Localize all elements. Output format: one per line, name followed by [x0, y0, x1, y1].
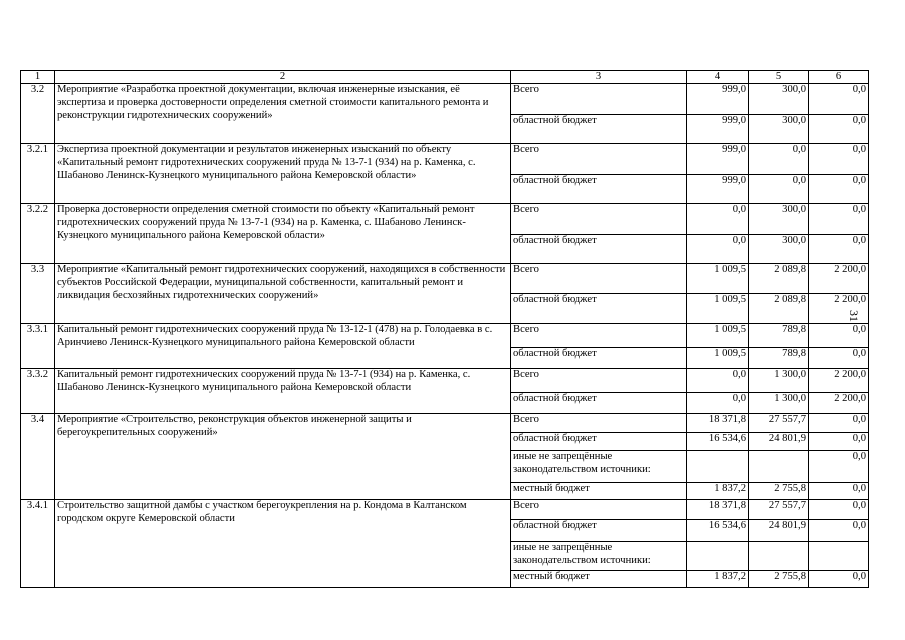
item-title: Мероприятие «Разработка проектной документации, включая инженерные изыскания, её экспертиза и проверка достоверности определения сметной стоимости капитального ремонта и реконструкции гидротехнических сооружений»: [55, 84, 511, 144]
value-col6: 2 200,0: [809, 294, 869, 324]
value-col5: 1 300,0: [749, 369, 809, 393]
funding-source: Всего: [511, 500, 687, 520]
value-col6: 0,0: [809, 520, 869, 542]
budget-table: [20, 70, 869, 588]
table-row: [21, 369, 869, 393]
funding-source: иные не запрещённые законодательством источники:: [511, 451, 687, 483]
value-col4: 16 534,6: [687, 520, 749, 542]
table-row: [21, 324, 869, 348]
value-col4: 1 009,5: [687, 324, 749, 348]
value-col5: 2 089,8: [749, 294, 809, 324]
value-col4: 999,0: [687, 115, 749, 144]
table-row: [21, 500, 869, 520]
value-col4: 999,0: [687, 175, 749, 204]
page-number: 31: [847, 310, 861, 322]
item-number: 3.3: [21, 264, 55, 324]
value-col6: 0,0: [809, 414, 869, 433]
funding-source: областной бюджет: [511, 520, 687, 542]
value-col6: 2 200,0: [809, 369, 869, 393]
funding-source: Всего: [511, 369, 687, 393]
value-col6: [809, 542, 869, 571]
item-number: 3.2.2: [21, 204, 55, 264]
item-number: 3.4: [21, 414, 55, 500]
value-col4: 1 009,5: [687, 264, 749, 294]
value-col6: 0,0: [809, 144, 869, 175]
value-col6: 0,0: [809, 483, 869, 500]
funding-source: местный бюджет: [511, 483, 687, 500]
value-col4: 999,0: [687, 144, 749, 175]
value-col4: [687, 451, 749, 483]
funding-source: Всего: [511, 414, 687, 433]
column-number-row: [21, 71, 869, 84]
table-row: [21, 144, 869, 175]
value-col6: 0,0: [809, 348, 869, 369]
funding-source: областной бюджет: [511, 175, 687, 204]
value-col5: 789,8: [749, 324, 809, 348]
value-col5: 27 557,7: [749, 500, 809, 520]
value-col5: 27 557,7: [749, 414, 809, 433]
table-row: [21, 204, 869, 235]
value-col4: 0,0: [687, 204, 749, 235]
value-col6: 0,0: [809, 451, 869, 483]
value-col6: 0,0: [809, 433, 869, 451]
column-number: 2: [55, 71, 511, 84]
value-col4: 1 837,2: [687, 571, 749, 588]
funding-source: местный бюджет: [511, 571, 687, 588]
value-col4: 18 371,8: [687, 414, 749, 433]
funding-source: областной бюджет: [511, 433, 687, 451]
value-col4: 0,0: [687, 369, 749, 393]
value-col6: 0,0: [809, 324, 869, 348]
value-col6: 0,0: [809, 84, 869, 115]
item-title: Проверка достоверности определения сметной стоимости по объекту «Капитальный ремонт гидротехнических сооружений пруда № 13-7-1 (934) на р. Каменка, с. Шабаново Ленинск-Кузнецкого муниципального района Кемеровской области»: [55, 204, 511, 264]
value-col5: 300,0: [749, 204, 809, 235]
column-number: 6: [809, 71, 869, 84]
value-col6: 0,0: [809, 175, 869, 204]
value-col4: 18 371,8: [687, 500, 749, 520]
value-col4: 1 009,5: [687, 294, 749, 324]
funding-source: областной бюджет: [511, 348, 687, 369]
table-row: [21, 414, 869, 433]
value-col5: 2 755,8: [749, 483, 809, 500]
column-number: 4: [687, 71, 749, 84]
value-col5: [749, 451, 809, 483]
value-col4: 1 009,5: [687, 348, 749, 369]
item-number: 3.4.1: [21, 500, 55, 588]
funding-source: Всего: [511, 264, 687, 294]
value-col6: 0,0: [809, 571, 869, 588]
item-title: Мероприятие «Капитальный ремонт гидротехнических сооружений, находящихся в собственности субъектов Российской Федерации, муниципальной собственности, капитальный ремонт и ликвидация бесхозяйных гидротехнических сооружений»: [55, 264, 511, 324]
value-col4: [687, 542, 749, 571]
value-col6: 0,0: [809, 235, 869, 264]
funding-source: областной бюджет: [511, 294, 687, 324]
item-title: Капитальный ремонт гидротехнических сооружений пруда № 13-12-1 (478) на р. Голодаевка в с. Аринчиево Ленинск-Кузнецкого муниципального района Кемеровской области: [55, 324, 511, 369]
item-title: Мероприятие «Строительство, реконструкция объектов инженерной защиты и берегоукрепительных сооружений»: [55, 414, 511, 500]
value-col6: 2 200,0: [809, 264, 869, 294]
funding-source: областной бюджет: [511, 235, 687, 264]
item-number: 3.3.2: [21, 369, 55, 414]
value-col5: [749, 542, 809, 571]
value-col5: 24 801,9: [749, 520, 809, 542]
item-number: 3.3.1: [21, 324, 55, 369]
value-col4: 0,0: [687, 235, 749, 264]
value-col5: 0,0: [749, 175, 809, 204]
funding-source: Всего: [511, 324, 687, 348]
item-number: 3.2.1: [21, 144, 55, 204]
column-number: 1: [21, 71, 55, 84]
value-col4: 0,0: [687, 393, 749, 414]
value-col4: 999,0: [687, 84, 749, 115]
value-col5: 300,0: [749, 235, 809, 264]
value-col6: 2 200,0: [809, 393, 869, 414]
funding-source: областной бюджет: [511, 115, 687, 144]
funding-source: Всего: [511, 204, 687, 235]
value-col4: 16 534,6: [687, 433, 749, 451]
table-row: [21, 264, 869, 294]
item-number: 3.2: [21, 84, 55, 144]
value-col6: 0,0: [809, 500, 869, 520]
value-col5: 300,0: [749, 84, 809, 115]
value-col5: 0,0: [749, 144, 809, 175]
table-row: [21, 84, 869, 115]
value-col6: 0,0: [809, 204, 869, 235]
funding-source: Всего: [511, 84, 687, 115]
column-number: 3: [511, 71, 687, 84]
item-title: Строительство защитной дамбы с участком берегоукрепления на р. Кондома в Калтанском городском округе Кемеровской области: [55, 500, 511, 588]
value-col6: 0,0: [809, 115, 869, 144]
funding-source: областной бюджет: [511, 393, 687, 414]
value-col4: 1 837,2: [687, 483, 749, 500]
item-title: Капитальный ремонт гидротехнических сооружений пруда № 13-7-1 (934) на р. Каменка, с. Шабаново Ленинск-Кузнецкого муниципального района Кемеровской области: [55, 369, 511, 414]
value-col5: 2 755,8: [749, 571, 809, 588]
value-col5: 300,0: [749, 115, 809, 144]
value-col5: 1 300,0: [749, 393, 809, 414]
value-col5: 2 089,8: [749, 264, 809, 294]
item-title: Экспертиза проектной документации и результатов инженерных изысканий по объекту «Капитальный ремонт гидротехнических сооружений пруда № 13-7-1 (934) на р. Каменка, с. Шабаново Ленинск-Кузнецкого муниципального района Кемеровской области»: [55, 144, 511, 204]
value-col5: 789,8: [749, 348, 809, 369]
funding-source: Всего: [511, 144, 687, 175]
value-col5: 24 801,9: [749, 433, 809, 451]
funding-source: иные не запрещённые законодательством источники:: [511, 542, 687, 571]
column-number: 5: [749, 71, 809, 84]
